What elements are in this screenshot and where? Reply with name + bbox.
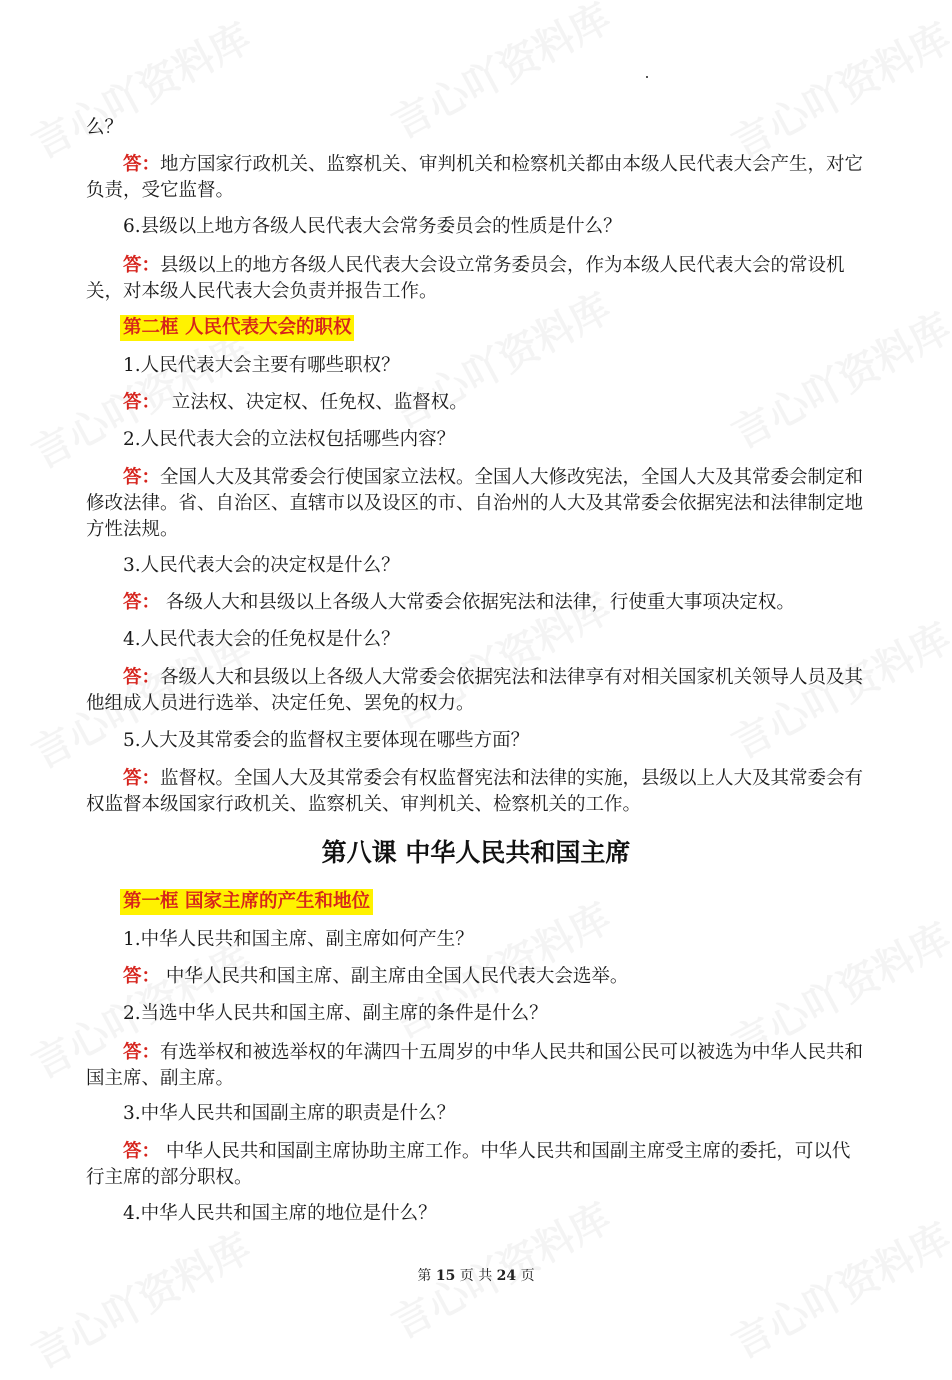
answer-label: 答：: [123, 966, 161, 987]
answer-label: 答：: [123, 1141, 161, 1162]
answer-text: 中华人民共和国副主席协助主席工作。中华人民共和国副主席受主席的委托，可以代行主席的部分职权。: [86, 1141, 851, 1188]
footer-prefix: 第: [417, 1268, 432, 1284]
footer-suffix: 页: [520, 1268, 535, 1284]
question-text: 4.人民代表大会的任免权是什么？: [123, 629, 400, 650]
footer-mid: 页 共: [459, 1268, 493, 1284]
paragraph: [86, 115, 868, 141]
answer-text: 县级以上的地方各级人民代表大会设立常务委员会，作为本级人民代表大会的常设机关，对本级人民代表大会负责并报告工作。: [86, 255, 845, 302]
answer-label: 答：: [123, 255, 161, 276]
answer-text: 有选举权和被选举权的年满四十五周岁的中华人民共和国公民可以被选为中华人民共和国主席、副主席。: [86, 1042, 864, 1089]
watermark: [21, 1217, 260, 1380]
watermark: [21, 7, 260, 170]
paragraph-text: 么？: [86, 117, 124, 138]
section-heading: 第一框 国家主席的产生和地位: [120, 889, 373, 915]
answer-label: 答：: [123, 467, 161, 488]
question-text: 4.中华人民共和国主席的地位是什么？: [123, 1203, 437, 1224]
question: [86, 728, 868, 754]
watermark: [721, 7, 952, 170]
answer: [86, 465, 868, 543]
question-text: 1.中华人民共和国主席、副主席如何产生？: [123, 929, 474, 950]
answer-text: 各级人大和县级以上各级人大常委会依据宪法和法律享有对相关国家机关领导人员及其他组成人员进行选举、决定任免、罢免的权力。: [86, 667, 864, 714]
page-footer: [0, 1266, 952, 1286]
question-text: 2.当选中华人民共和国主席、副主席的条件是什么？: [123, 1003, 548, 1024]
question: [86, 1001, 868, 1027]
answer-text: 中华人民共和国主席、副主席由全国人民代表大会选举。: [160, 966, 629, 987]
chapter-title: 第八课 中华人民共和国主席: [321, 838, 631, 867]
section-heading: 第二框 人民代表大会的职权: [120, 315, 354, 341]
answer-text: 立法权、决定权、任免权、监督权。: [160, 392, 468, 413]
answer-label: 答：: [123, 154, 161, 175]
question: [86, 1201, 868, 1227]
answer: [86, 390, 868, 416]
answer-text: 监督权。全国人大及其常委会有权监督宪法和法律的实施，县级以上人大及其常委会有权监督本级国家行政机关、监察机关、审判机关、检察机关的工作。: [86, 768, 864, 815]
question-text: 1.人民代表大会主要有哪些职权？: [123, 355, 400, 376]
footer-total-pages: 24: [496, 1268, 517, 1284]
stray-dot: [646, 76, 648, 78]
answer-text: 全国人大及其常委会行使国家立法权。全国人大修改宪法，全国人大及其常委会制定和修改法律。省、自治区、直辖市以及设区的市、自治州的人大及其常委会依据宪法和法律制定地方性法规。: [86, 467, 864, 540]
question: [86, 427, 868, 453]
question-text: 3.人民代表大会的决定权是什么？: [123, 555, 400, 576]
question: [86, 627, 868, 653]
answer: [86, 590, 868, 616]
question-text: 3.中华人民共和国副主席的职责是什么？: [123, 1103, 456, 1124]
answer: [86, 766, 868, 818]
question: [86, 353, 868, 379]
answer-text: 地方国家行政机关、监察机关、审判机关和检察机关都由本级人民代表大会产生，对它负责，受它监督。: [86, 154, 864, 201]
question: [86, 553, 868, 579]
question: [86, 214, 868, 240]
answer: [86, 152, 868, 204]
answer: [86, 964, 868, 990]
answer-label: 答：: [123, 592, 161, 613]
answer-label: 答：: [123, 768, 161, 789]
answer: [86, 1139, 868, 1191]
answer-text: 各级人大和县级以上各级人大常委会依据宪法和法律，行使重大事项决定权。: [160, 592, 795, 613]
question-text: 6.县级以上地方各级人民代表大会常务委员会的性质是什么？: [123, 216, 622, 237]
question: [86, 927, 868, 953]
question-text: 5.人大及其常委会的监督权主要体现在哪些方面？: [123, 730, 530, 751]
answer: [86, 1040, 868, 1092]
answer: [86, 665, 868, 717]
answer-label: 答：: [123, 667, 161, 688]
watermark: [721, 1207, 952, 1370]
answer-label: 答：: [123, 392, 161, 413]
question-text: 2.人民代表大会的立法权包括哪些内容？: [123, 429, 456, 450]
answer-label: 答：: [123, 1042, 161, 1063]
answer: [86, 253, 868, 305]
footer-page-number: 15: [435, 1268, 456, 1284]
question: [86, 1101, 868, 1127]
